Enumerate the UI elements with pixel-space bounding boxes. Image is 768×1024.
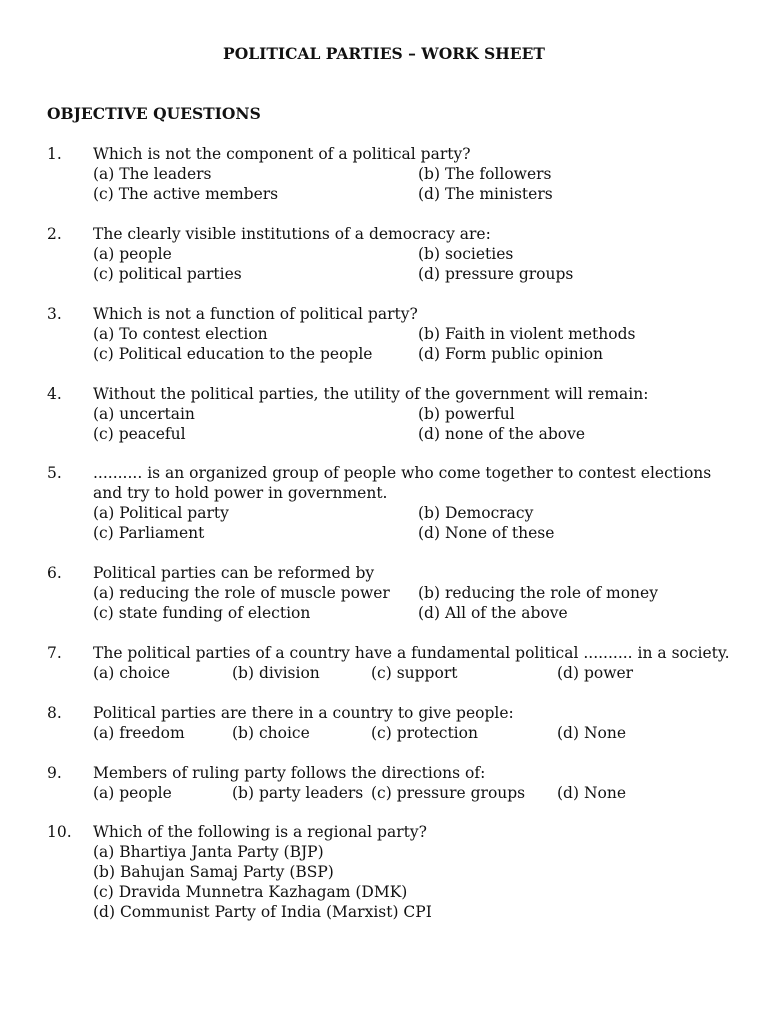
option-a: (a) people (93, 245, 172, 263)
option-c: (c) Dravida Munnetra Kazhagam (DMK) (93, 883, 408, 901)
question-text: Which is not a function of political party? (93, 305, 418, 323)
option-d: (d) None (557, 724, 626, 742)
option-a: (a) Bhartiya Janta Party (BJP) (93, 843, 324, 861)
question-text: The political parties of a country have a fundamental political .......... in a society. (93, 644, 730, 662)
question-text: The clearly visible institutions of a democracy are: (93, 225, 491, 243)
option-d: (d) The ministers (418, 185, 553, 203)
option-c: (c) Political education to the people (93, 345, 373, 363)
option-c: (c) Parliament (93, 524, 205, 542)
option-d: (d) Communist Party of India (Marxist) CPI (93, 903, 432, 921)
question-number: 2. (47, 225, 62, 243)
section-heading: OBJECTIVE QUESTIONS (47, 104, 261, 123)
option-d: (d) none of the above (418, 425, 586, 443)
option-c: (c) peaceful (93, 425, 186, 443)
option-d: (d) None of these (418, 524, 555, 542)
question-number: 3. (47, 305, 62, 323)
option-b: (b) powerful (418, 405, 515, 423)
question-number: 5. (47, 464, 62, 482)
option-d: (d) pressure groups (418, 265, 574, 283)
option-c: (c) political parties (93, 265, 242, 283)
question-text: Without the political parties, the utility of the government will remain: (93, 385, 649, 403)
option-c: (c) pressure groups (371, 784, 526, 802)
question-text: .......... is an organized group of people who come together to contest elections and try to hold power in government. (93, 464, 712, 502)
option-b: (b) reducing the role of money (418, 584, 658, 602)
question-text: Which is not the component of a political party? (93, 145, 471, 163)
question-number: 8. (47, 704, 62, 722)
page-title: POLITICAL PARTIES – WORK SHEET (223, 44, 545, 63)
option-d: (d) Form public opinion (418, 345, 604, 363)
option-b: (b) Democracy (418, 504, 534, 522)
question-text: Political parties can be reformed by (93, 564, 375, 582)
option-a: (a) people (93, 784, 172, 802)
question-number: 10. (47, 823, 72, 841)
option-d: (d) All of the above (418, 604, 568, 622)
option-c: (c) support (371, 664, 458, 682)
question-text: Members of ruling party follows the directions of: (93, 764, 486, 782)
option-b: (b) party leaders (232, 784, 364, 802)
question-number: 4. (47, 385, 62, 403)
option-c: (c) state funding of election (93, 604, 311, 622)
option-c: (c) The active members (93, 185, 279, 203)
option-b: (b) Bahujan Samaj Party (BSP) (93, 863, 334, 881)
question-text: Which of the following is a regional party? (93, 823, 427, 841)
option-a: (a) freedom (93, 724, 185, 742)
option-b: (b) Faith in violent methods (418, 325, 636, 343)
option-a: (a) reducing the role of muscle power (93, 584, 390, 602)
option-a: (a) To contest election (93, 325, 268, 343)
question-number: 7. (47, 644, 62, 662)
option-a: (a) choice (93, 664, 171, 682)
option-b: (b) division (232, 664, 320, 682)
option-a: (a) The leaders (93, 165, 212, 183)
question-number: 6. (47, 564, 62, 582)
option-a: (a) Political party (93, 504, 229, 522)
question-text: Political parties are there in a country to give people: (93, 704, 514, 722)
option-b: (b) societies (418, 245, 514, 263)
option-a: (a) uncertain (93, 405, 195, 423)
option-c: (c) protection (371, 724, 478, 742)
option-d: (d) power (557, 664, 634, 682)
option-d: (d) None (557, 784, 626, 802)
question-number: 1. (47, 145, 62, 163)
question-number: 9. (47, 764, 62, 782)
option-b: (b) choice (232, 724, 310, 742)
option-b: (b) The followers (418, 165, 552, 183)
